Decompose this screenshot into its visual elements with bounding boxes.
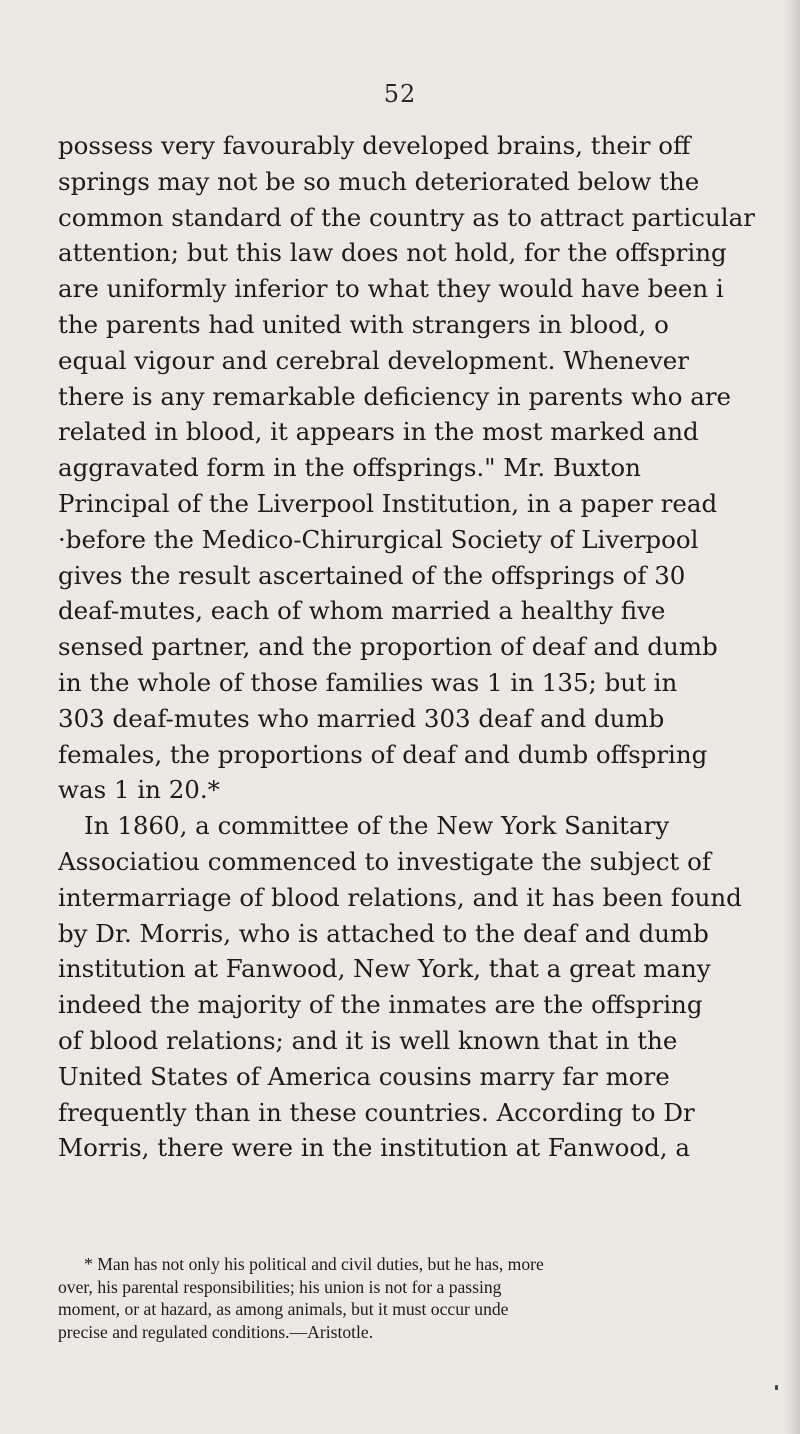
text-line: ·before the Medico-Chirurgical Society of Liverpool — [58, 524, 699, 554]
text-line: females, the proportions of deaf and dumb offspring — [58, 739, 708, 769]
text-line: attention; but this law does not hold, for the offspring — [58, 238, 727, 268]
footnote-line: over, his parental responsibilities; his union is not for a passing — [58, 1276, 502, 1297]
ink-speck — [775, 1385, 778, 1390]
text-line: related in blood, it appears in the most marked and — [58, 417, 699, 447]
text-line: deaf-mutes, each of whom married a healthy five — [58, 596, 666, 626]
text-line: there is any remarkable deficiency in parents who are — [58, 381, 732, 411]
text-line: common standard of the country as to attract particular — [58, 202, 755, 232]
text-line: are uniformly inferior to what they would have been i — [58, 274, 724, 304]
footnote-line: moment, or at hazard, as among animals, but it must occur unde — [58, 1299, 509, 1320]
text-line: Principal of the Liverpool Institution, in a paper read — [58, 488, 718, 518]
text-line: Associatiou commenced to investigate the subject of — [58, 846, 711, 876]
text-line: in the whole of those families was 1 in 135; but in — [58, 667, 678, 697]
text-line: springs may not be so much deteriorated below the — [58, 166, 700, 196]
text-line: gives the result ascertained of the offsprings of 30 — [58, 560, 686, 590]
text-line: of blood relations; and it is well known that in the — [58, 1025, 678, 1055]
text-line: Morris, there were in the institution at Fanwood, a — [58, 1133, 690, 1163]
text-line: sensed partner, and the proportion of deaf and dumb — [58, 632, 718, 662]
text-line: was 1 in 20.* — [58, 775, 220, 805]
text-line: aggravated form in the offsprings." Mr. Buxton — [58, 453, 641, 483]
text-line: indeed the majority of the inmates are the offspring — [58, 990, 703, 1020]
page-number: 52 — [383, 80, 417, 108]
text-line: the parents had united with strangers in blood, o — [58, 309, 669, 339]
text-line: possess very favourably developed brains, their off — [58, 131, 691, 160]
text-line: institution at Fanwood, New York, that a great many — [58, 954, 711, 984]
text-line: equal vigour and cerebral development. Whenever — [58, 345, 690, 375]
text-line: by Dr. Morris, who is attached to the deaf and dumb — [58, 918, 709, 948]
text-line: 303 deaf-mutes who married 303 deaf and dumb — [58, 703, 665, 733]
body-text — [58, 128, 800, 1166]
text-line: intermarriage of blood relations, and it has been found — [58, 882, 742, 912]
footnote-line: precise and regulated conditions.—Aristotle. — [58, 1322, 374, 1343]
footnote — [58, 1253, 800, 1344]
text-line: United States of America cousins marry far more — [58, 1061, 670, 1091]
text-line: frequently than in these countries. According to Dr — [58, 1097, 695, 1127]
text-line: In 1860, a committee of the New York Sanitary — [84, 811, 670, 841]
footnote-line: * Man has not only his political and civil duties, but he has, more — [84, 1254, 544, 1274]
